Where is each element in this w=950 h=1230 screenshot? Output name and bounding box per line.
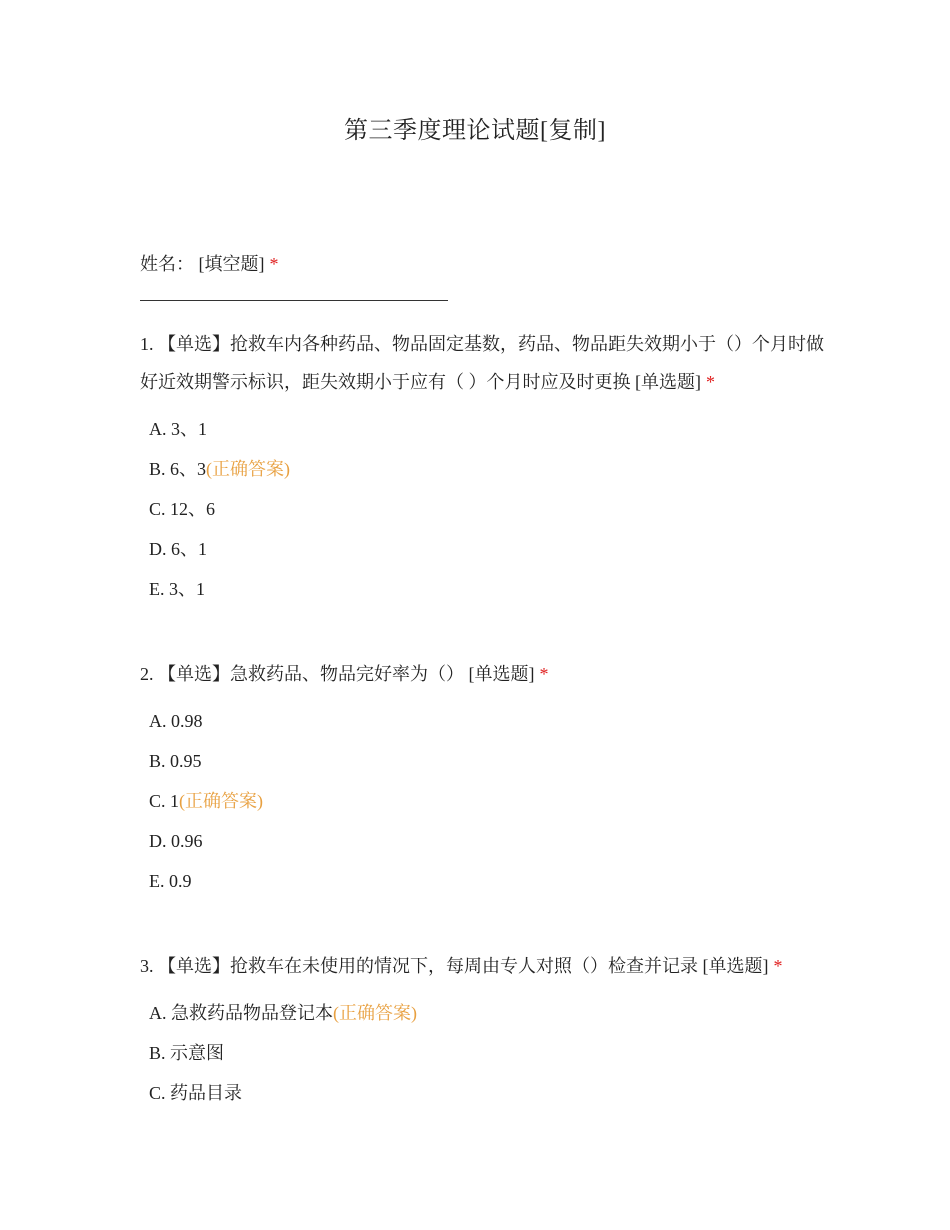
option-b[interactable] (149, 741, 830, 781)
correct-answer-tag: (正确答案) (333, 1003, 417, 1023)
option-text: 药品目录 (170, 1083, 243, 1103)
correct-answer-tag: (正确答案) (179, 791, 264, 811)
option-letter: B. (149, 1043, 166, 1063)
question-1 (140, 325, 830, 609)
option-letter: A. (149, 711, 167, 731)
question-stem: 【单选】抢救车内各种药品、物品固定基数，药品、物品距失效期小于（）个月时做好近效期警示标识，距失效期小于应有（ ）个月时应及时更换 (140, 334, 824, 392)
option-text: 1 (170, 791, 180, 811)
page-title: 第三季度理论试题[复制] (344, 118, 606, 144)
question-type-tag: [填空题] (198, 254, 265, 274)
option-text: 示意图 (170, 1043, 225, 1063)
option-letter: C. (149, 1083, 166, 1103)
name-fill-line[interactable] (140, 300, 448, 301)
required-mark: * (269, 254, 279, 274)
question-stem: 【单选】抢救车在未使用的情况下，每周由专人对照（）检查并记录 (158, 956, 698, 976)
required-mark: * (706, 372, 715, 392)
question-number: 3. (140, 956, 154, 976)
option-c[interactable] (149, 1073, 830, 1113)
question-text (140, 947, 830, 985)
option-letter: B. (149, 459, 166, 479)
question-number: 2. (140, 664, 154, 684)
option-text: 0.98 (171, 711, 203, 731)
option-d[interactable] (149, 821, 830, 861)
question-type-tag: [单选题] (468, 664, 535, 684)
option-letter: C. (149, 499, 166, 519)
option-letter: D. (149, 539, 167, 559)
name-label: 姓名： (140, 254, 194, 274)
option-c[interactable] (149, 489, 830, 529)
option-c[interactable] (149, 781, 830, 821)
option-a[interactable] (149, 993, 830, 1033)
correct-answer-tag: (正确答案) (206, 459, 291, 479)
option-letter: A. (149, 1003, 167, 1023)
option-e[interactable] (149, 569, 830, 609)
option-letter: E. (149, 579, 165, 599)
option-text: 3、1 (169, 579, 205, 599)
question-number: 1. (140, 334, 154, 354)
option-e[interactable] (149, 861, 830, 901)
option-text: 0.95 (170, 751, 202, 771)
question-stem: 【单选】急救药品、物品完好率为（） (158, 664, 464, 684)
option-text: 0.9 (169, 871, 192, 891)
question-text (140, 655, 830, 693)
option-text: 6、1 (171, 539, 207, 559)
option-text: 急救药品物品登记本 (171, 1003, 333, 1023)
question-text (140, 325, 830, 401)
required-mark: * (773, 956, 783, 976)
option-text: 12、6 (170, 499, 216, 519)
option-a[interactable] (149, 409, 830, 449)
option-text: 6、3 (170, 459, 207, 479)
option-list (140, 409, 830, 609)
option-text: 3、1 (171, 419, 207, 439)
question-2 (140, 655, 830, 901)
name-question (140, 250, 830, 301)
option-letter: B. (149, 751, 166, 771)
option-letter: C. (149, 791, 166, 811)
option-text: 0.96 (171, 831, 203, 851)
option-b[interactable] (149, 449, 830, 489)
question-3 (140, 947, 830, 1113)
option-d[interactable] (149, 529, 830, 569)
option-letter: E. (149, 871, 165, 891)
option-list (140, 701, 830, 901)
option-letter: A. (149, 419, 167, 439)
question-type-tag: [单选题] (635, 372, 701, 392)
option-letter: D. (149, 831, 167, 851)
survey-body (140, 250, 830, 1113)
required-mark: * (539, 664, 549, 684)
name-question-label (140, 250, 830, 278)
option-a[interactable] (149, 701, 830, 741)
option-b[interactable] (149, 1033, 830, 1073)
question-type-tag: [单选题] (702, 956, 769, 976)
option-list (140, 993, 830, 1113)
